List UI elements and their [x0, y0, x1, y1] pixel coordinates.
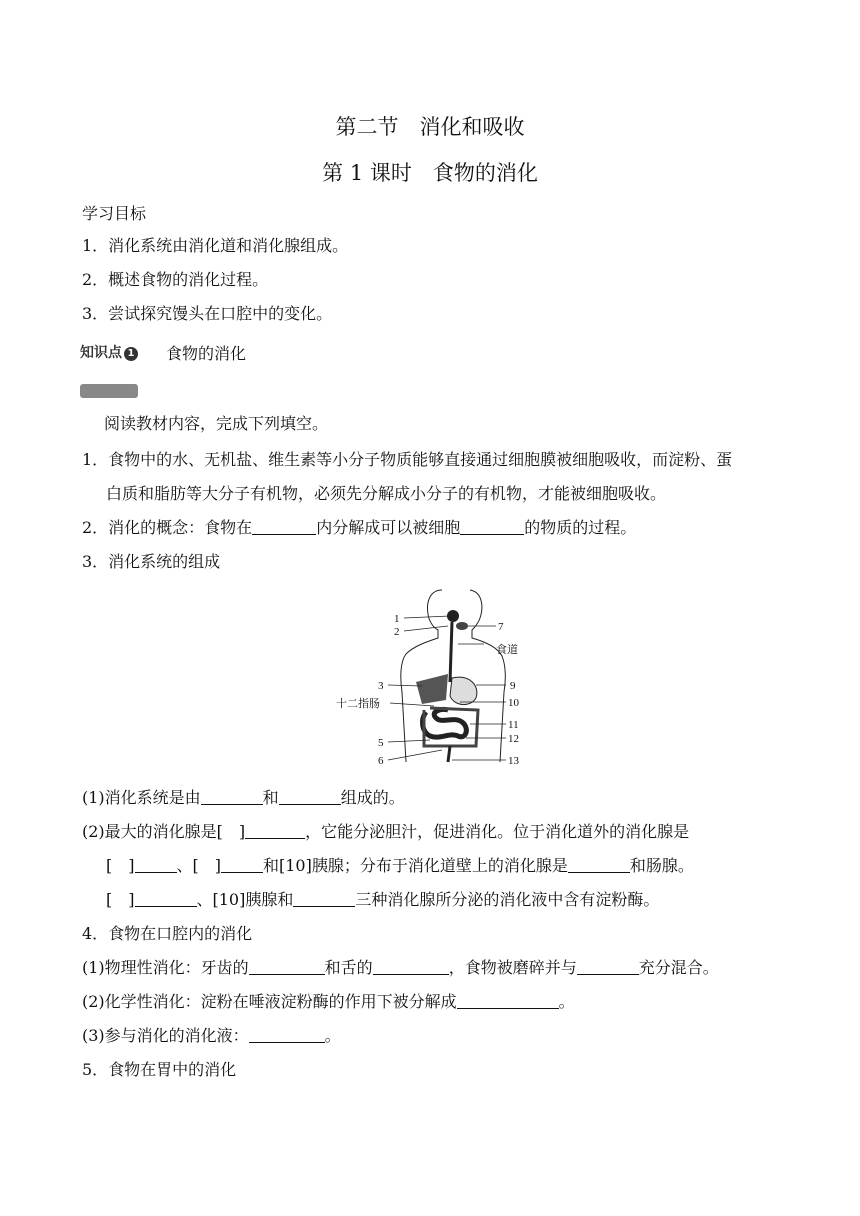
- q3-2-text-c: [ ]: [106, 856, 135, 875]
- blank[interactable]: [221, 858, 263, 873]
- blank[interactable]: [373, 960, 449, 975]
- q3-1-text-b: 和: [262, 788, 279, 807]
- blank[interactable]: [249, 1028, 325, 1043]
- diagram-label-10: 10: [508, 697, 519, 709]
- stomach: [450, 677, 477, 704]
- q1-line2: 白质和脂肪等大分子有机物，必须先分解成小分子的有机物，才能被细胞吸收。: [106, 484, 667, 503]
- salivary-gland: [456, 622, 468, 630]
- q4-2-text-b: 。: [558, 992, 575, 1011]
- q2-text-c: 的物质的过程。: [524, 518, 637, 537]
- q4-1-text-c: ，食物被磨碎并与: [448, 958, 577, 977]
- q2-line: [82, 518, 636, 538]
- q3-2-text-f: 和肠腺。: [629, 856, 694, 875]
- diagram-label-esophagus: 食道: [496, 644, 518, 656]
- q4-1-text-d: 充分混合。: [638, 958, 719, 977]
- q4-heading: 4．食物在口腔内的消化: [82, 924, 253, 943]
- objective-item: 3．尝试探究馒头在口腔中的变化。: [82, 304, 333, 323]
- q3-2-text-i: 三种消化腺所分泌的消化液中含有淀粉酶。: [355, 890, 660, 909]
- diagram-label-7: 7: [498, 621, 504, 633]
- badge-label: 知识点: [80, 345, 122, 361]
- q3-2-line3: [106, 890, 659, 910]
- q3-heading: 3．消化系统的组成: [82, 552, 221, 571]
- diagram-label-6: 6: [378, 755, 384, 767]
- objective-item: 1．消化系统由消化道和消化腺组成。: [82, 236, 349, 255]
- knowledge-point-badge: [80, 342, 138, 362]
- q4-1-text-b: 和舌的: [324, 958, 373, 977]
- q3-1-text-a: (1)消化系统是由: [82, 788, 201, 807]
- diagram-label-11: 11: [508, 719, 519, 731]
- q4-3-line: [82, 1026, 341, 1046]
- blank[interactable]: [252, 520, 316, 535]
- diagram-label-1: 1: [394, 613, 400, 625]
- q4-2-text-a: (2)化学性消化：淀粉在唾液淀粉酶的作用下被分解成: [82, 992, 457, 1011]
- q4-2-line: [82, 992, 575, 1012]
- blank[interactable]: [135, 892, 197, 907]
- digestive-system-diagram: [330, 582, 530, 772]
- q4-1-line: [82, 958, 719, 978]
- blank[interactable]: [577, 960, 639, 975]
- q3-2-text-d: 、[ ]: [176, 856, 221, 875]
- q3-2-text-b: ，它能分泌胆汁，促进消化。位于消化道外的消化腺是: [305, 822, 690, 841]
- blank[interactable]: [568, 858, 630, 873]
- q4-1-text-a: (1)物理性消化：牙齿的: [82, 958, 249, 977]
- objective-item: 2．概述食物的消化过程。: [82, 270, 269, 289]
- blank[interactable]: [249, 960, 325, 975]
- esophagus: [450, 622, 452, 682]
- q2-text-b: 内分解成可以被细胞: [316, 518, 461, 537]
- section-stamp-icon: [80, 384, 138, 398]
- q2-text-a: 2．消化的概念：食物在: [82, 518, 253, 537]
- diagram-label-3: 3: [378, 680, 384, 692]
- q3-2-text-e: 和[10]胰腺；分布于消化道壁上的消化腺是: [263, 856, 568, 875]
- diagram-label-5: 5: [378, 737, 384, 749]
- blank[interactable]: [279, 790, 341, 805]
- diagram-label-13: 13: [508, 755, 519, 767]
- q3-2-text-h: 、[10]胰腺和: [196, 890, 294, 909]
- diagram-label-9: 9: [510, 680, 516, 692]
- knowledge-point-topic: 食物的消化: [166, 344, 247, 363]
- blank[interactable]: [201, 790, 263, 805]
- blank[interactable]: [135, 858, 177, 873]
- lesson-subtitle: 第 1 课时 食物的消化: [322, 161, 538, 185]
- rectum: [448, 746, 450, 762]
- badge-number-icon: 1: [124, 347, 138, 361]
- small-intestine: [423, 709, 467, 737]
- q3-2-text-a: (2)最大的消化腺是[ ]: [82, 822, 246, 841]
- blank[interactable]: [293, 892, 355, 907]
- q3-1-text-c: 组成的。: [340, 788, 405, 807]
- instruction-text: 阅读教材内容，完成下列填空。: [104, 414, 329, 433]
- q3-2-text-g: [ ]: [106, 890, 135, 909]
- diagram-label-duodenum: 十二指肠: [336, 698, 380, 710]
- diagram-label-12: 12: [508, 733, 519, 745]
- page-title: 第二节 消化和吸收: [335, 115, 525, 139]
- objectives-heading: 学习目标: [82, 204, 147, 223]
- blank[interactable]: [460, 520, 524, 535]
- blank[interactable]: [457, 994, 559, 1009]
- blank[interactable]: [245, 824, 305, 839]
- liver: [416, 674, 448, 704]
- q5-heading: 5．食物在胃中的消化: [82, 1060, 237, 1079]
- q4-3-text-a: (3)参与消化的消化液：: [82, 1026, 249, 1045]
- q3-2-line1: [82, 822, 689, 842]
- q3-1-line: [82, 788, 405, 808]
- q4-3-text-b: 。: [324, 1026, 341, 1045]
- q3-2-line2: [106, 856, 694, 876]
- diagram-label-2: 2: [394, 626, 400, 638]
- q1-line1: 1．食物中的水、无机盐、维生素等小分子物质能够直接通过细胞膜被细胞吸收，而淀粉、蛋: [82, 450, 733, 469]
